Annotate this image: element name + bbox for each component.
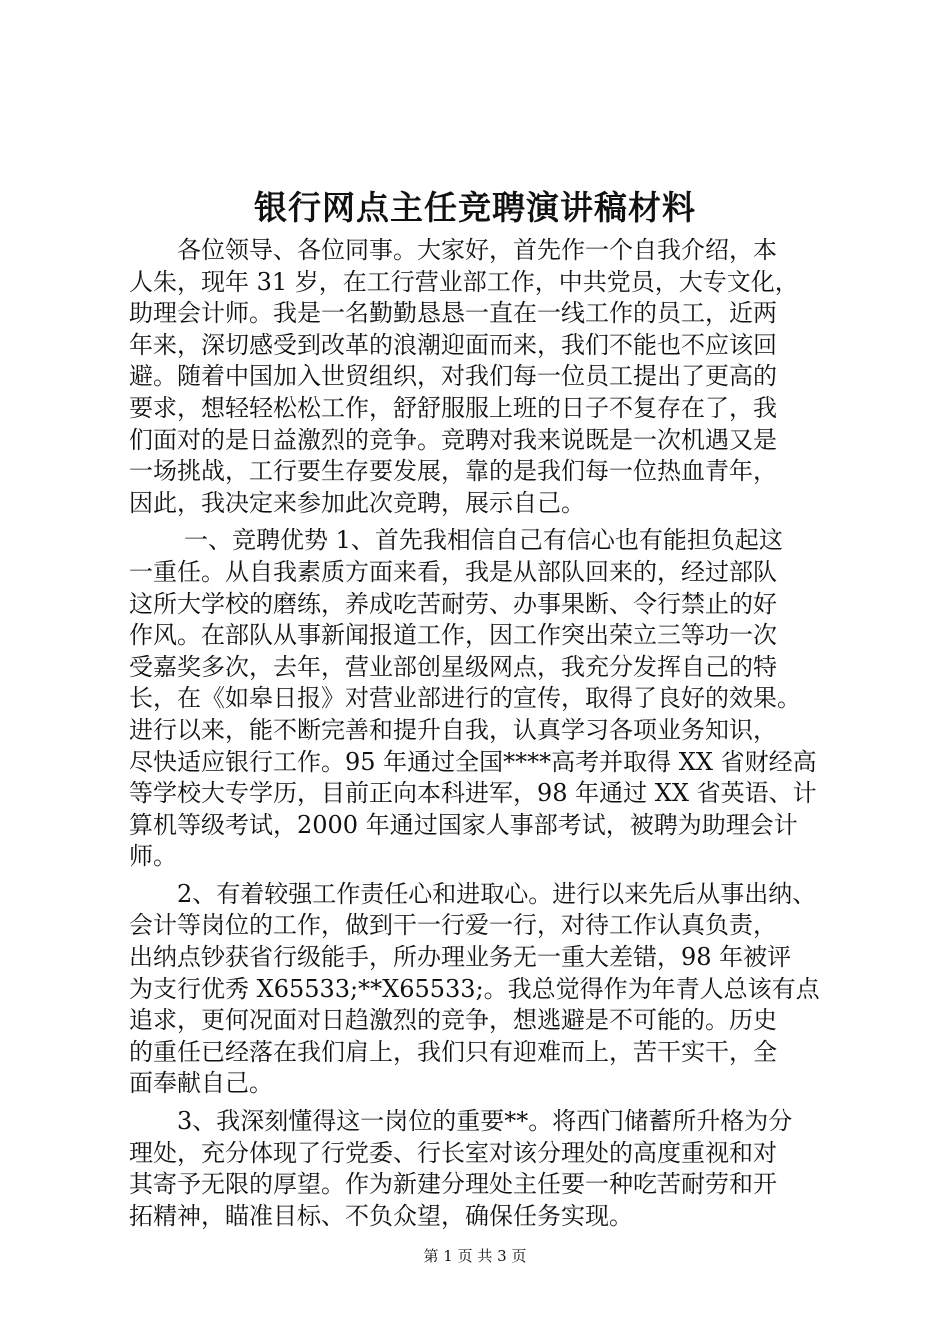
- text-line: 避。随着中国加入世贸组织，对我们每一位员工提出了更高的: [129, 362, 777, 391]
- text-line: 助理会计师。我是一名勤勤恳恳一直在一线工作的员工，近两: [129, 299, 777, 328]
- text-line: 因此，我决定来参加此次竞聘，展示自己。: [129, 488, 585, 517]
- text-line: 一、竞聘优势 1、首先我相信自己有信心也有能担负起这: [184, 526, 783, 555]
- text-line: 尽快适应银行工作。95 年通过全国****高考并取得 XX 省财经高: [129, 747, 817, 776]
- text-line: 一场挑战，工行要生存要发展，靠的是我们每一位热血青年，: [129, 457, 777, 486]
- text-line: 追求，更何况面对日趋激烈的竞争，想逃避是不可能的。历史: [129, 1006, 777, 1035]
- page-number-footer: 第 1 页 共 3 页: [423, 1247, 527, 1265]
- text-line: 人朱，现年 31 岁，在工行营业部工作，中共党员，大专文化，: [129, 267, 799, 296]
- text-line: 各位领导、各位同事。大家好，首先作一个自我介绍，本: [177, 236, 777, 264]
- text-line: 作风。在部队从事新闻报道工作，因工作突出荣立三等功一次: [129, 621, 777, 650]
- document-body: [129, 235, 849, 1232]
- text-line: 一重任。从自我素质方面来看，我是从部队回来的，经过部队: [129, 557, 777, 586]
- document-title: 银行网点主任竞聘演讲稿材料: [254, 188, 696, 227]
- text-line: 出纳点钞获省行级能手，所办理业务无一重大差错，98 年被评: [129, 943, 792, 972]
- text-line: 面奉献自己。: [129, 1069, 273, 1098]
- text-line: 会计等岗位的工作，做到干一行爱一行，对待工作认真负责，: [129, 911, 777, 940]
- text-line: 拓精神，瞄准目标、不负众望，确保任务实现。: [129, 1201, 633, 1230]
- text-line: 师。: [129, 842, 177, 871]
- text-line: 为支行优秀 X65533;**X65533;。我总觉得作为年青人总该有点: [129, 974, 820, 1003]
- text-line: 的重任已经落在我们肩上，我们只有迎难而上，苦干实干，全: [129, 1037, 777, 1066]
- text-line: 们面对的是日益激烈的竞争。竞聘对我来说既是一次机遇又是: [129, 425, 777, 454]
- text-line: 要求，想轻轻松松工作，舒舒服服上班的日子不复存在了，我: [129, 393, 777, 422]
- text-line: 理处，充分体现了行党委、行长室对该分理处的高度重视和对: [129, 1138, 777, 1167]
- text-line: 这所大学校的磨练，养成吃苦耐劳、办事果断、令行禁止的好: [129, 589, 777, 618]
- text-line: 长，在《如皋日报》对营业部进行的宣传，取得了良好的效果。: [129, 684, 801, 713]
- text-line: 2、有着较强工作责任心和进取心。进行以来先后从事出纳、: [177, 879, 817, 908]
- text-line: 3、我深刻懂得这一岗位的重要**。将西门储蓄所升格为分: [177, 1107, 793, 1136]
- text-line: 进行以来，能不断完善和提升自我，认真学习各项业务知识，: [129, 715, 777, 744]
- text-line: 受嘉奖多次，去年，营业部创星级网点，我充分发挥自己的特: [129, 652, 777, 681]
- text-line: 年来，深切感受到改革的浪潮迎面而来，我们不能也不应该回: [129, 330, 777, 359]
- text-line: 其寄予无限的厚望。作为新建分理处主任要一种吃苦耐劳和开: [129, 1170, 777, 1199]
- text-line: 算机等级考试，2000 年通过国家人事部考试，被聘为助理会计: [129, 810, 798, 839]
- text-line: 等学校大专学历，目前正向本科进军，98 年通过 XX 省英语、计: [129, 779, 817, 808]
